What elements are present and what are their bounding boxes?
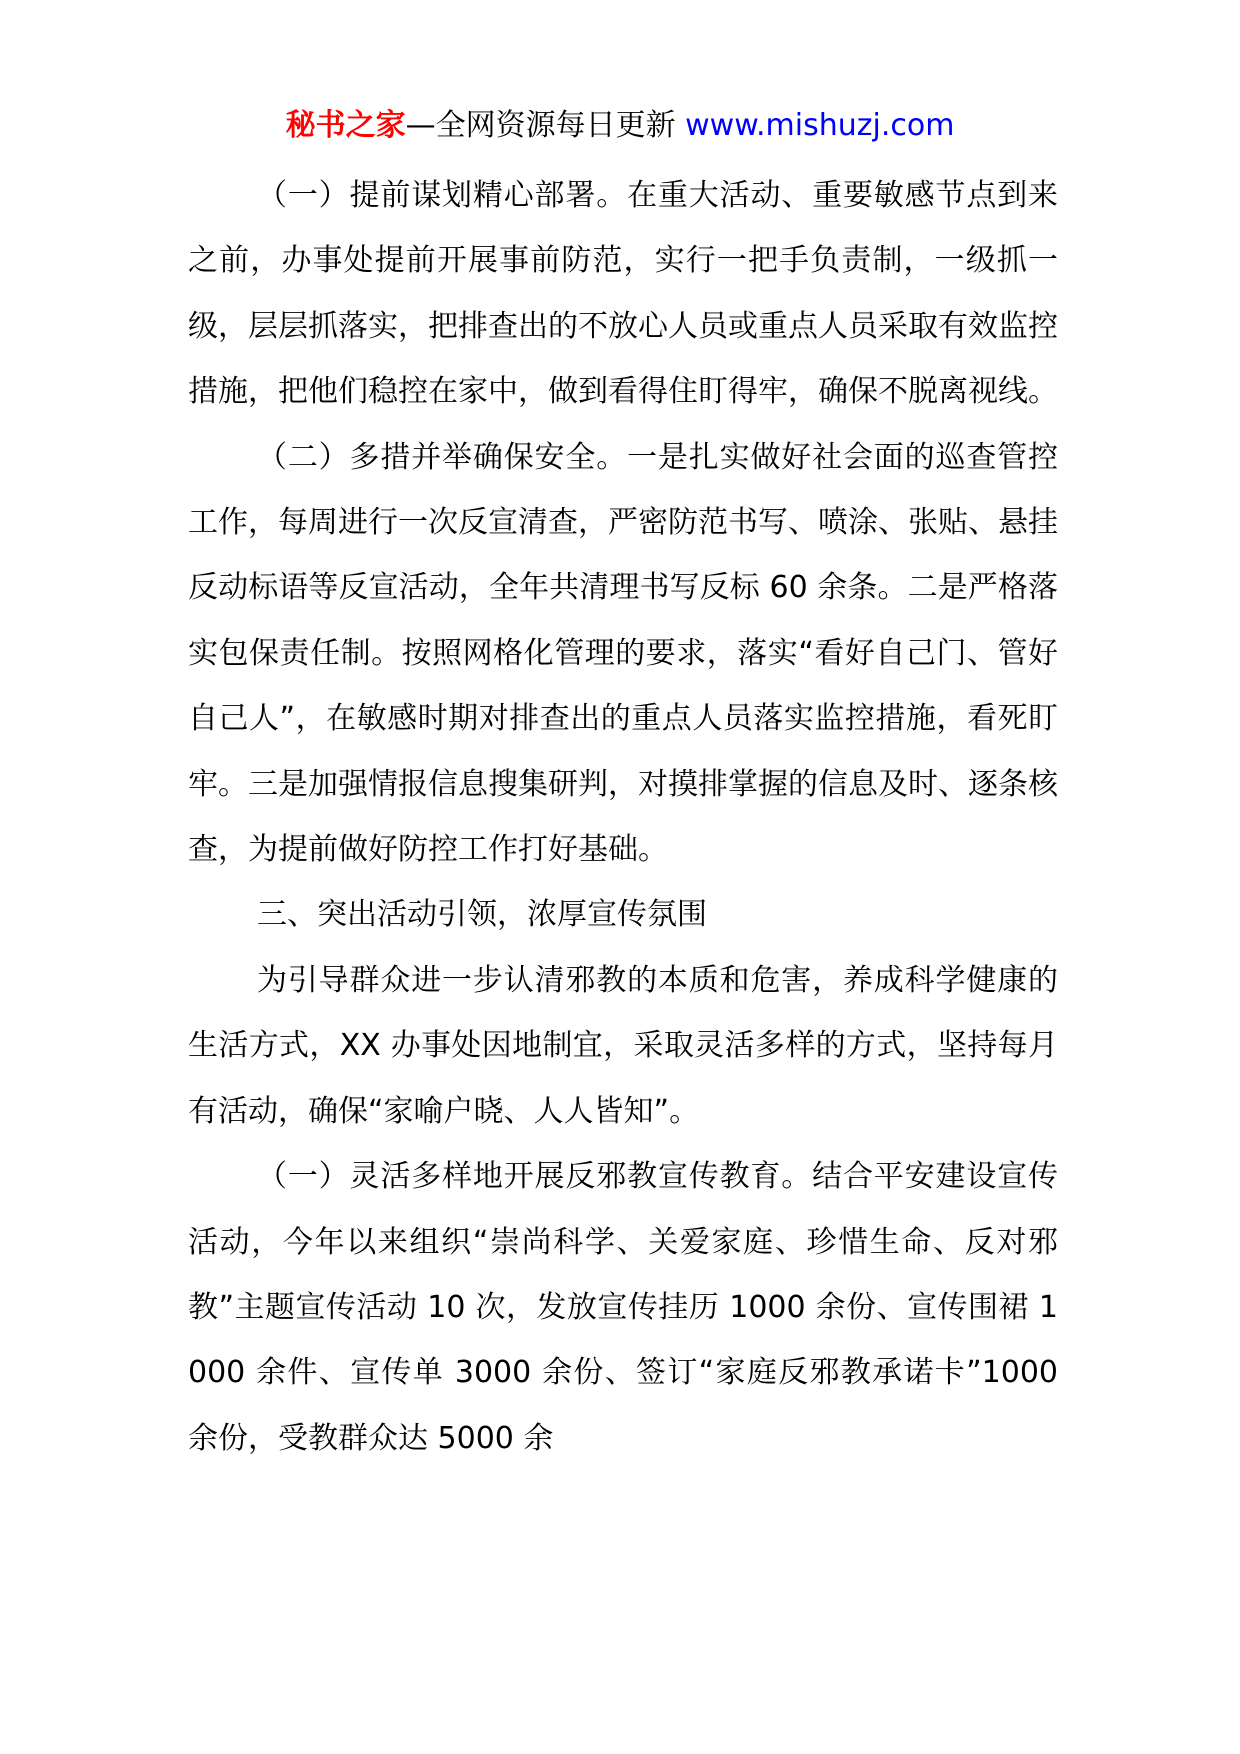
paragraph-3: 为引导群众进一步认清邪教的本质和危害，养成科学健康的生活方式，XX 办事处因地制宜，采取灵活多样的方式，坚持每月有活动，确保“家喻户晓、人人皆知”。 <box>188 962 1058 1129</box>
header-url-link[interactable]: www.mishuzj.com <box>685 108 955 143</box>
paragraph-4: （一）灵活多样地开展反邪教宣传教育。结合平安建设宣传活动，今年以来组织“崇尚科学、关爱家庭、珍惜生命、反对邪教”主题宣传活动 10 次，发放宣传挂历 1000 余份、宣传围裙 1000 余件、宣传单 3000 余份、签订“家庭反邪教承诺卡”1000 余份，受教群众达 5000 余 <box>188 1159 1058 1456</box>
header-brand: 秘书之家 <box>285 108 406 143</box>
paragraph-1: （一）提前谋划精心部署。在重大活动、重要敏感节点到来之前，办事处提前开展事前防范，实行一把手负责制，一级抓一级，层层抓落实，把排查出的不放心人员或重点人员采取有效监控措施，把他们稳控在家中，做到看得住盯得牢，确保不脱离视线。 <box>188 178 1058 410</box>
paragraph-2: （二）多措并举确保安全。一是扎实做好社会面的巡查管控工作，每周进行一次反宣清查，严密防范书写、喷涂、张贴、悬挂反动标语等反宣活动，全年共清理书写反标 60 余条。二是严格落实包保责任制。按照网格化管理的要求，落实“看好自己门、管好自己人”，在敏感时期对排查出的重点人员落实监控措施，看死盯牢。三是加强情报信息搜集研判，对摸排掌握的信息及时、逐条核查，为提前做好防控工作打好基础。 <box>188 439 1058 868</box>
section-heading-3: 三、突出活动引领，浓厚宣传氛围 <box>257 897 707 933</box>
document-body <box>188 163 1058 1471</box>
site-header <box>0 104 1240 148</box>
header-slogan: —全网资源每日更新 <box>405 108 676 143</box>
